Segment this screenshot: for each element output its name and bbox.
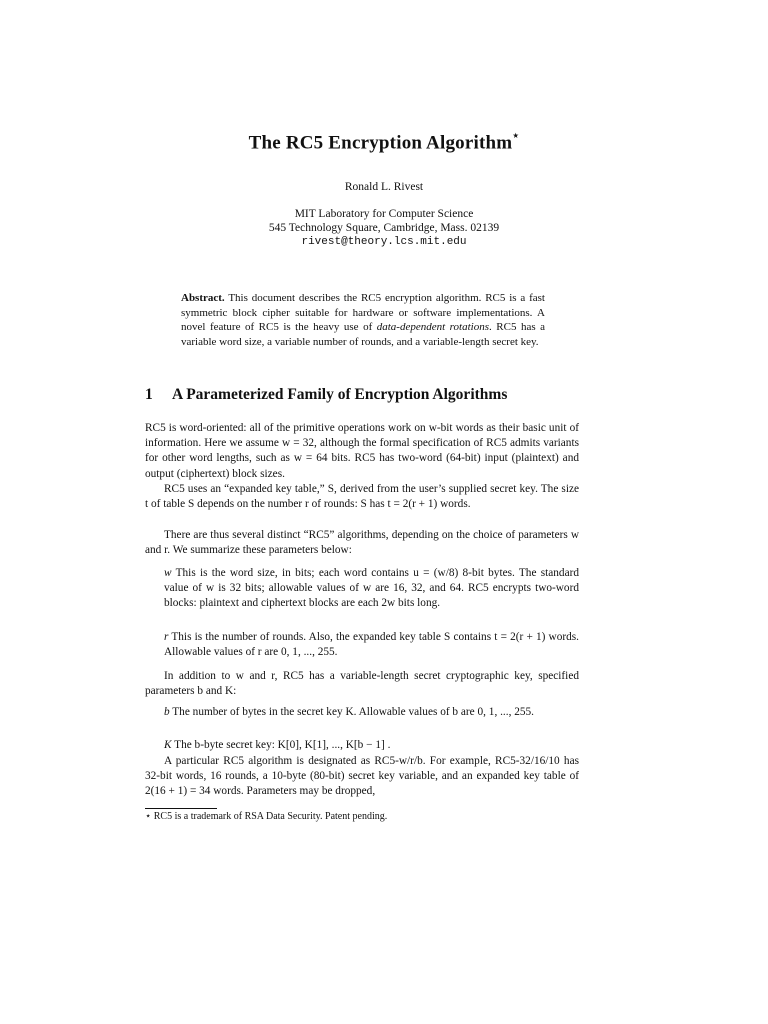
abstract (181, 291, 545, 349)
paragraph-3: There are thus several distinct “RC5” algorithms, depending on the choice of parameters w and r. We summarize these parameters below: (145, 529, 579, 557)
title-footnote-mark: ⋆ (512, 130, 520, 142)
paragraph-1: RC5 is word-oriented: all of the primitive operations work on w-bit words as their basic unit of information. Here we assume w = 32, although the formal specification of RC5 admits variants for other word lengths, such as w = 64 bits. RC5 has two-word (64-bit) input (plaintext) and output (ciphertext) block sizes. (145, 422, 579, 480)
item-b-text: The number of bytes in the secret key K. Allowable values of b are 0, 1, ..., 255. (172, 706, 534, 718)
abstract-text-1: This document describes the RC5 encryption algorithm. RC5 is a fast symmetric block cipher suitable for hardware or software implementations. A novel feature of RC5 is the heavy use of (181, 292, 545, 333)
author-email: rivest@theory.lcs.mit.edu (301, 236, 467, 248)
list-item-w (164, 566, 579, 612)
footnote-text: RC5 is a trademark of RSA Data Security. Patent pending. (153, 811, 388, 822)
section-title: A Parameterized Family of Encryption Algorithms (172, 386, 508, 403)
abstract-emphasis: data-dependent rotations (376, 321, 490, 333)
affiliation-line-1: MIT Laboratory for Computer Science (294, 208, 474, 220)
item-b-label: b (164, 706, 170, 718)
paper-title (0, 131, 768, 154)
list-item-r (164, 630, 579, 660)
item-r-text: This is the number of rounds. Also, the expanded key table S contains t = 2(r + 1) words. Allowable values of r are 0, 1, ..., 255. (164, 631, 579, 659)
item-w-label: w (164, 567, 172, 579)
footnote-rule (145, 808, 217, 809)
item-k-label: K (164, 739, 172, 751)
paragraph-4: In addition to w and r, RC5 has a variable-length secret cryptographic key, specified parameters b and K: (145, 670, 579, 698)
paragraph-2: RC5 uses an “expanded key table,” S, derived from the user’s supplied secret key. The size t of table S depends on the number r of rounds: S has t = 2(r + 1) words. (145, 483, 579, 511)
item-k-text: The b-byte secret key: K[0], K[1], ..., K[b − 1] . (174, 739, 391, 751)
item-w-text: This is the word size, in bits; each word contains u = (w/8) 8-bit bytes. The standard value of w is 32 bits; allowable values of w are 16, 32, and 64. RC5 encrypts two-word blocks: plaintext and ciphertext blocks are each 2w bits long. (164, 567, 579, 610)
paragraph-5: A particular RC5 algorithm is designated as RC5-w/r/b. For example, RC5-32/16/10 has 32-bit words, 16 rounds, a 10-byte (80-bit) secret key variable, and an expanded key table of 2(16 + 1) = 34 words. Parameters may be dropped, (145, 755, 579, 798)
abstract-label: Abstract. (181, 292, 225, 304)
footnote-mark: ⋆ (145, 811, 152, 822)
author-name: Ronald L. Rivest (344, 181, 424, 193)
list-item-b (164, 705, 579, 720)
item-r-label: r (164, 631, 169, 643)
section-heading (145, 386, 507, 404)
abstract-text-2: . RC5 has a variable word size, a variable number of rounds, and a variable-length secret key. (181, 321, 546, 348)
list-item-k (164, 738, 579, 753)
footnote (145, 811, 387, 822)
section-number: 1 (145, 386, 153, 403)
title-text: The RC5 Encryption Algorithm (248, 132, 513, 154)
affiliation-line-2: 545 Technology Square, Cambridge, Mass. 02139 (268, 222, 500, 234)
